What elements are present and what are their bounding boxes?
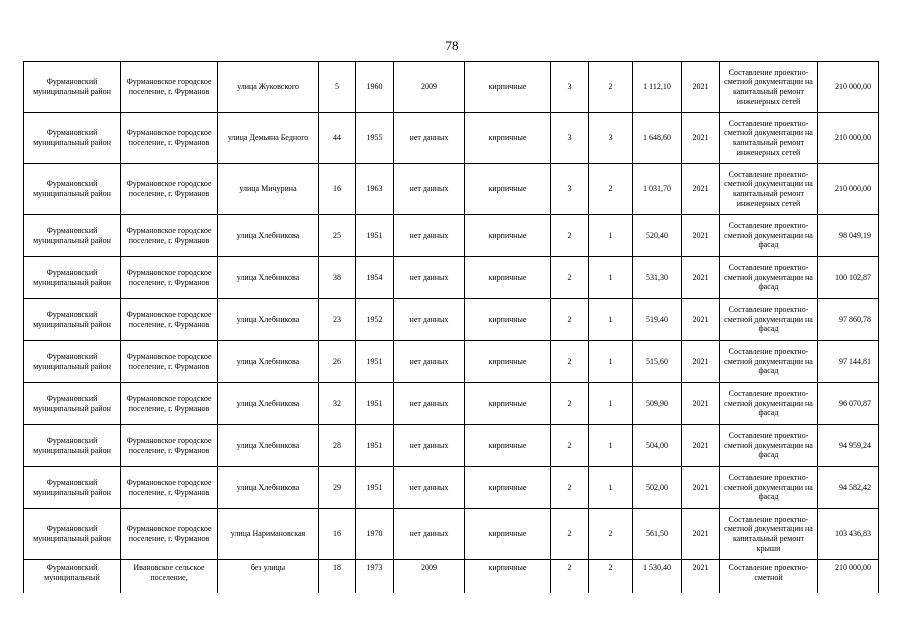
cell-settlement: Фурмановское городское поселение, г. Фурманов <box>121 299 218 341</box>
cell-settlement: Фурмановское городское поселение, г. Фурманов <box>121 113 218 164</box>
cell-build-year: 1952 <box>356 299 394 341</box>
table-row <box>24 509 879 560</box>
cell-last-repair-year: нет данных <box>394 215 465 257</box>
table-row <box>24 257 879 299</box>
cell-last-repair-year: нет данных <box>394 383 465 425</box>
cell-municipal-district: Фурмановский муниципальный район <box>24 467 121 509</box>
cell-build-year: 1951 <box>356 215 394 257</box>
cell-floors: 2 <box>551 341 589 383</box>
cell-municipal-district: Фурмановский муниципальный район <box>24 383 121 425</box>
cell-floors: 2 <box>551 257 589 299</box>
cell-settlement: Фурмановское городское поселение, г. Фурманов <box>121 62 218 113</box>
cell-floors: 2 <box>551 467 589 509</box>
cell-house-number: 5 <box>319 62 356 113</box>
cell-house-number: 23 <box>319 299 356 341</box>
cell-build-year: 1951 <box>356 467 394 509</box>
cell-wall-material: кирпичные <box>465 62 551 113</box>
cell-plan-year: 2021 <box>682 215 720 257</box>
table-row <box>24 560 879 594</box>
cell-floors: 2 <box>551 509 589 560</box>
cell-area: 1 031,70 <box>633 164 682 215</box>
cell-area: 1 530,40 <box>633 560 682 594</box>
cell-work-type: Составление проектно-сметной документации на капитальный ремонт крыши <box>720 509 818 560</box>
cell-wall-material: кирпичные <box>465 299 551 341</box>
cell-settlement: Фурмановское городское поселение, г. Фурманов <box>121 341 218 383</box>
cell-last-repair-year: нет данных <box>394 467 465 509</box>
cell-house-number: 44 <box>319 113 356 164</box>
table-row <box>24 215 879 257</box>
cell-entrances: 2 <box>589 164 633 215</box>
cell-work-type: Составление проектно-сметной документации на капитальный ремонт инженерных сетей <box>720 164 818 215</box>
cell-municipal-district: Фурмановский муниципальный <box>24 560 121 594</box>
cell-plan-year: 2021 <box>682 257 720 299</box>
cell-settlement: Фурмановское городское поселение, г. Фурманов <box>121 215 218 257</box>
cell-amount: 103 436,83 <box>818 509 879 560</box>
cell-work-type: Составление проектно-сметной документации на капитальный ремонт инженерных сетей <box>720 62 818 113</box>
cell-work-type: Составление проектно-сметной документации на фасад <box>720 299 818 341</box>
cell-plan-year: 2021 <box>682 509 720 560</box>
cell-municipal-district: Фурмановский муниципальный район <box>24 341 121 383</box>
cell-municipal-district: Фурмановский муниципальный район <box>24 113 121 164</box>
cell-street: без улицы <box>218 560 319 594</box>
repair-schedule-table <box>23 61 879 593</box>
cell-work-type: Составление проектно-сметной документации на фасад <box>720 467 818 509</box>
cell-area: 502,00 <box>633 467 682 509</box>
cell-plan-year: 2021 <box>682 425 720 467</box>
cell-amount: 98 049,19 <box>818 215 879 257</box>
cell-amount: 210 000,00 <box>818 62 879 113</box>
cell-amount: 94 582,42 <box>818 467 879 509</box>
cell-municipal-district: Фурмановский муниципальный район <box>24 509 121 560</box>
cell-build-year: 1954 <box>356 257 394 299</box>
cell-plan-year: 2021 <box>682 560 720 594</box>
cell-build-year: 1970 <box>356 509 394 560</box>
cell-entrances: 3 <box>589 113 633 164</box>
cell-street: улица Жуковского <box>218 62 319 113</box>
cell-house-number: 28 <box>319 425 356 467</box>
cell-street: улица Демьяна Бедного <box>218 113 319 164</box>
cell-build-year: 1951 <box>356 425 394 467</box>
cell-work-type: Составление проектно-сметной документации на фасад <box>720 257 818 299</box>
cell-wall-material: кирпичные <box>465 341 551 383</box>
cell-house-number: 16 <box>319 164 356 215</box>
cell-last-repair-year: нет данных <box>394 341 465 383</box>
cell-wall-material: кирпичные <box>465 164 551 215</box>
cell-area: 531,30 <box>633 257 682 299</box>
cell-street: улица Хлебникова <box>218 383 319 425</box>
cell-wall-material: кирпичные <box>465 509 551 560</box>
cell-plan-year: 2021 <box>682 164 720 215</box>
cell-street: улица Хлебникова <box>218 341 319 383</box>
cell-settlement: Фурмановское городское поселение, г. Фурманов <box>121 467 218 509</box>
cell-last-repair-year: нет данных <box>394 425 465 467</box>
cell-wall-material: кирпичные <box>465 257 551 299</box>
cell-municipal-district: Фурмановский муниципальный район <box>24 164 121 215</box>
table-row <box>24 341 879 383</box>
cell-amount: 210 000,00 <box>818 164 879 215</box>
cell-area: 1 112,10 <box>633 62 682 113</box>
cell-wall-material: кирпичные <box>465 467 551 509</box>
cell-entrances: 1 <box>589 467 633 509</box>
cell-floors: 2 <box>551 425 589 467</box>
cell-build-year: 1960 <box>356 62 394 113</box>
cell-build-year: 1951 <box>356 341 394 383</box>
cell-wall-material: кирпичные <box>465 215 551 257</box>
cell-amount: 97 144,81 <box>818 341 879 383</box>
cell-municipal-district: Фурмановский муниципальный район <box>24 257 121 299</box>
cell-settlement: Фурмановское городское поселение, г. Фурманов <box>121 164 218 215</box>
cell-amount: 97 860,78 <box>818 299 879 341</box>
cell-street: улица Хлебникова <box>218 215 319 257</box>
cell-area: 504,00 <box>633 425 682 467</box>
table-row <box>24 467 879 509</box>
cell-floors: 2 <box>551 560 589 594</box>
cell-municipal-district: Фурмановский муниципальный район <box>24 62 121 113</box>
cell-amount: 210 000,00 <box>818 560 879 594</box>
cell-build-year: 1973 <box>356 560 394 594</box>
cell-floors: 3 <box>551 113 589 164</box>
cell-wall-material: кирпичные <box>465 425 551 467</box>
cell-entrances: 1 <box>589 425 633 467</box>
table-row <box>24 383 879 425</box>
cell-entrances: 2 <box>589 509 633 560</box>
cell-settlement: Фурмановское городское поселение, г. Фурманов <box>121 425 218 467</box>
cell-wall-material: кирпичные <box>465 560 551 594</box>
cell-plan-year: 2021 <box>682 113 720 164</box>
cell-street: улица Мичурина <box>218 164 319 215</box>
cell-floors: 3 <box>551 62 589 113</box>
table-row <box>24 62 879 113</box>
cell-house-number: 16 <box>319 509 356 560</box>
cell-house-number: 26 <box>319 341 356 383</box>
cell-settlement: Ивановское сельское поселение, <box>121 560 218 594</box>
cell-house-number: 18 <box>319 560 356 594</box>
cell-build-year: 1951 <box>356 383 394 425</box>
cell-area: 515,60 <box>633 341 682 383</box>
cell-last-repair-year: нет данных <box>394 113 465 164</box>
cell-floors: 2 <box>551 299 589 341</box>
cell-settlement: Фурмановское городское поселение, г. Фурманов <box>121 257 218 299</box>
cell-municipal-district: Фурмановский муниципальный район <box>24 425 121 467</box>
cell-build-year: 1955 <box>356 113 394 164</box>
table-row <box>24 425 879 467</box>
cell-area: 509,90 <box>633 383 682 425</box>
page-number: 78 <box>445 38 459 53</box>
cell-street: улица Хлебникова <box>218 467 319 509</box>
cell-entrances: 1 <box>589 383 633 425</box>
cell-street: улица Хлебникова <box>218 425 319 467</box>
cell-plan-year: 2021 <box>682 467 720 509</box>
cell-work-type: Составление проектно-сметной документации на фасад <box>720 425 818 467</box>
cell-entrances: 1 <box>589 215 633 257</box>
cell-floors: 2 <box>551 383 589 425</box>
table-row <box>24 113 879 164</box>
table-viewport <box>23 61 879 593</box>
cell-settlement: Фурмановское городское поселение, г. Фурманов <box>121 383 218 425</box>
cell-plan-year: 2021 <box>682 383 720 425</box>
table-row <box>24 164 879 215</box>
cell-last-repair-year: 2009 <box>394 62 465 113</box>
cell-last-repair-year: нет данных <box>394 257 465 299</box>
cell-entrances: 1 <box>589 341 633 383</box>
cell-last-repair-year: нет данных <box>394 299 465 341</box>
table-row <box>24 299 879 341</box>
cell-last-repair-year: нет данных <box>394 509 465 560</box>
cell-house-number: 29 <box>319 467 356 509</box>
cell-work-type: Составление проектно-сметной документации на капитальный ремонт инженерных сетей <box>720 113 818 164</box>
cell-work-type: Составление проектно-сметной <box>720 560 818 594</box>
cell-municipal-district: Фурмановский муниципальный район <box>24 215 121 257</box>
cell-house-number: 32 <box>319 383 356 425</box>
cell-house-number: 38 <box>319 257 356 299</box>
cell-wall-material: кирпичные <box>465 383 551 425</box>
cell-amount: 100 102,87 <box>818 257 879 299</box>
cell-build-year: 1963 <box>356 164 394 215</box>
cell-amount: 94 959,24 <box>818 425 879 467</box>
cell-municipal-district: Фурмановский муниципальный район <box>24 299 121 341</box>
cell-entrances: 2 <box>589 62 633 113</box>
cell-floors: 2 <box>551 215 589 257</box>
cell-street: улица Хлебникова <box>218 257 319 299</box>
cell-work-type: Составление проектно-сметной документации на фасад <box>720 341 818 383</box>
cell-wall-material: кирпичные <box>465 113 551 164</box>
cell-area: 1 648,60 <box>633 113 682 164</box>
cell-settlement: Фурмановское городское поселение, г. Фурманов <box>121 509 218 560</box>
cell-amount: 210 000,00 <box>818 113 879 164</box>
cell-work-type: Составление проектно-сметной документации на фасад <box>720 383 818 425</box>
cell-street: улица Хлебникова <box>218 299 319 341</box>
cell-amount: 96 070,87 <box>818 383 879 425</box>
cell-entrances: 1 <box>589 257 633 299</box>
cell-work-type: Составление проектно-сметной документации на фасад <box>720 215 818 257</box>
cell-area: 519,40 <box>633 299 682 341</box>
cell-area: 561,50 <box>633 509 682 560</box>
cell-house-number: 25 <box>319 215 356 257</box>
cell-plan-year: 2021 <box>682 299 720 341</box>
cell-plan-year: 2021 <box>682 341 720 383</box>
cell-last-repair-year: нет данных <box>394 164 465 215</box>
cell-floors: 3 <box>551 164 589 215</box>
cell-entrances: 2 <box>589 560 633 594</box>
cell-entrances: 1 <box>589 299 633 341</box>
cell-street: улица Наримановская <box>218 509 319 560</box>
cell-plan-year: 2021 <box>682 62 720 113</box>
cell-area: 520,40 <box>633 215 682 257</box>
cell-last-repair-year: 2009 <box>394 560 465 594</box>
